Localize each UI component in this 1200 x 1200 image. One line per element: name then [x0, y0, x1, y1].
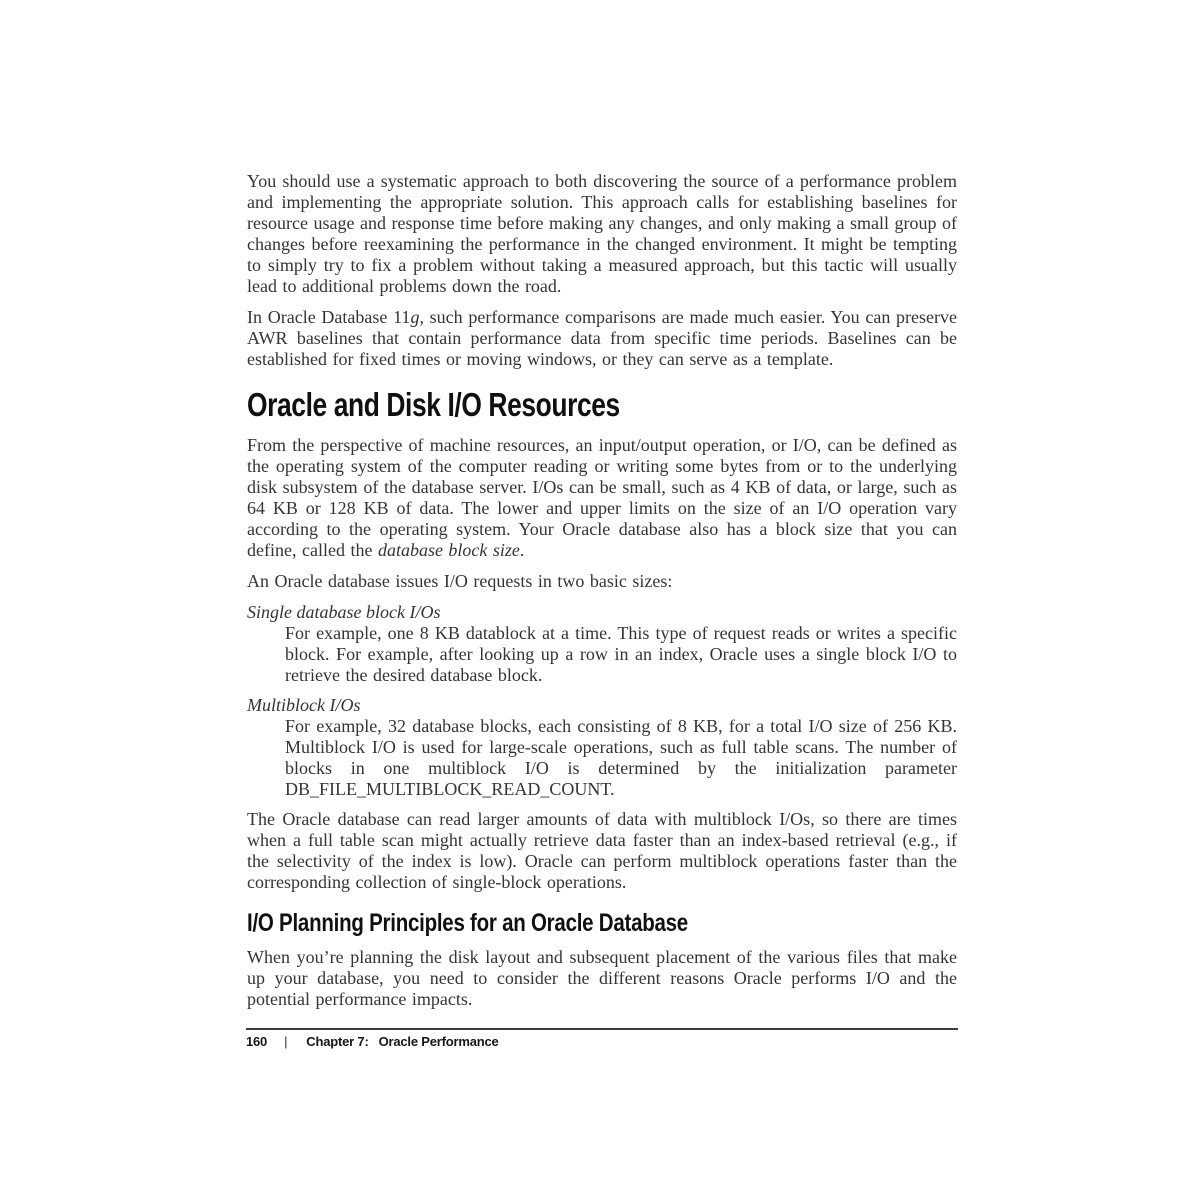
definition-item-single-block — [247, 602, 957, 686]
book-page-content — [247, 171, 957, 1020]
definition-term: Single database block I/Os — [247, 602, 441, 622]
footer-separator-bar: | — [284, 1034, 288, 1049]
intro-paragraph-1: You should use a systematic approach to both discovering the source of a performance problem and implementing the appropriate solution. This approach calls for establishing baselines for resource usage and response time before making any changes, and only making a small group of changes before reexamining the performance in the changed environment. It might be tempting to simply try to fix a problem without taking a measured approach, but this tactic will usually lead to additional problems down the road. — [247, 171, 957, 296]
sub-heading-text: I/O Planning Principles for an Oracle Database — [247, 909, 688, 937]
footer-row — [246, 1034, 958, 1049]
definition-body: For example, 32 database blocks, each consisting of 8 KB, for a total I/O size of 256 KB. Multiblock I/O is used for large-scale operations, such as full table scans. The number of blocks in one multiblock I/O is determined by the initialization parameter DB_FILE_MULTIBLOCK_READ_COUNT. — [285, 716, 957, 799]
chapter-title: Oracle Performance — [378, 1034, 499, 1049]
definition-body: For example, one 8 KB datablock at a time. This type of request reads or writes a specific block. For example, after looking up a row in an index, Oracle uses a single block I/O to retrieve the desired database block. — [285, 623, 957, 685]
section2-paragraph-1: When you’re planning the disk layout and subsequent placement of the various files that make up your database, you need to consider the different reasons Oracle performs I/O and the potential performance impacts. — [247, 947, 957, 1009]
section-heading-text: Oracle and Disk I/O Resources — [247, 386, 620, 423]
oracle-version-italic-g: g — [410, 307, 420, 327]
section1-paragraph-1-text: From the perspective of machine resources, an input/output operation, or I/O, can be defined as the operating system of the computer reading or writing some bytes from or to the underlying disk subsystem of the database server. I/Os can be small, such as 4 KB of data, or large, such as 64 KB or 128 KB of data. The lower and upper limits on the size of an I/O operation vary according to the operating system. Your Oracle database also has a block size that you can define, called the — [247, 435, 957, 560]
intro-paragraph-2-text: In Oracle Database 11 — [247, 307, 411, 327]
section-heading-io-planning — [247, 909, 957, 937]
section1-paragraph-1 — [247, 435, 957, 561]
page-footer — [246, 1028, 958, 1049]
section1-closing-paragraph: The Oracle database can read larger amounts of data with multiblock I/Os, so there are times when a full table scan might actually retrieve data faster than an index-based retrieval (e.g., if the selectivity of the index is low). Oracle can perform multiblock operations faster than the corresponding collection of single-block operations. — [247, 809, 957, 892]
section1-paragraph-1-period: . — [519, 540, 525, 560]
definition-term: Multiblock I/Os — [247, 695, 361, 715]
database-block-size-italic: database block size — [377, 540, 520, 560]
section-heading-disk-io-resources — [247, 387, 957, 423]
intro-paragraph-2-rest: , such performance comparisons are made much easier. You can preserve AWR baselines that contain performance data from specific time periods. Baselines can be established for fixed times or moving windows, or they can serve as a template. — [247, 307, 958, 369]
chapter-label: Chapter 7: — [306, 1034, 369, 1049]
section1-lead-line: An Oracle database issues I/O requests in two basic sizes: — [247, 571, 673, 591]
intro-paragraph-2 — [247, 307, 957, 370]
definition-item-multiblock — [247, 695, 957, 800]
page-number: 160 — [246, 1034, 268, 1049]
